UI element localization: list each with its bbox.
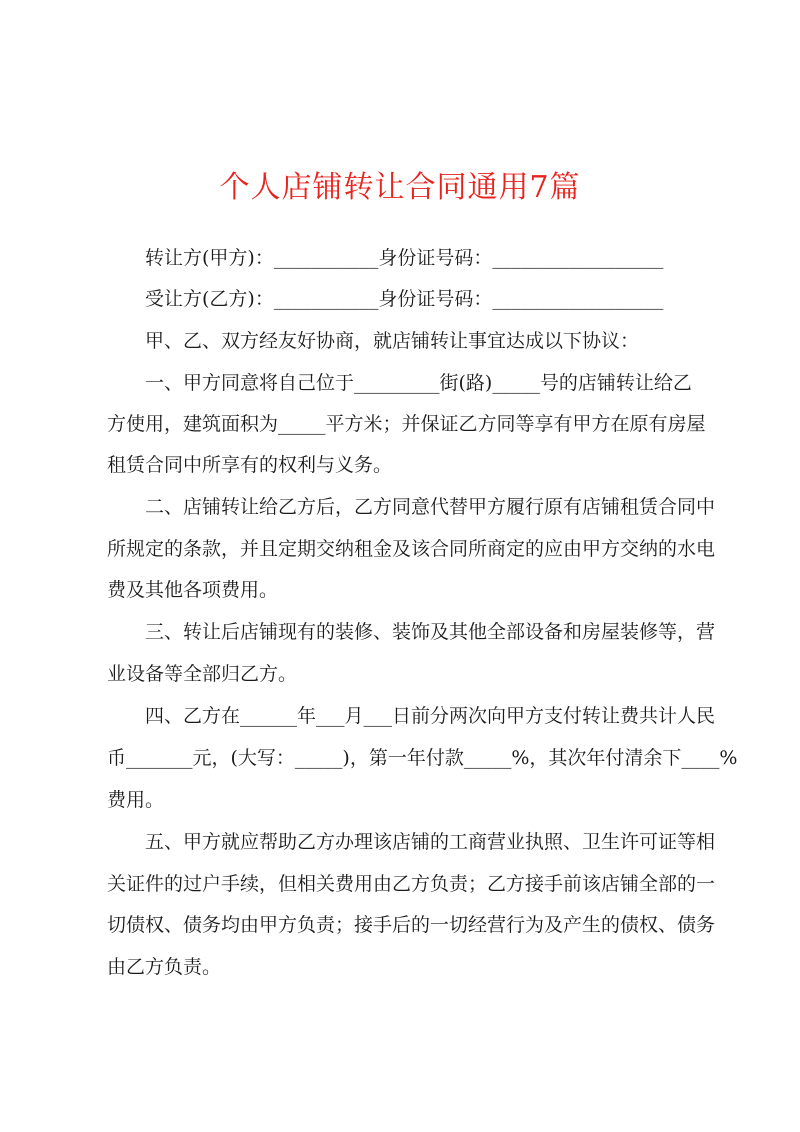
clause-5-line-2: 关证件的过户手续，但相关费用由乙方负责；乙方接手前该店铺全部的一 [107, 873, 716, 895]
clause-3-line-1: 三、转让后店铺现有的装修、装饰及其他全部设备和房屋装修等，营 [145, 621, 716, 643]
clause-2-line-3: 费及其他各项费用。 [107, 579, 279, 601]
party-b-line: 受让方(乙方)：___________身份证号码：__________________ [145, 288, 664, 310]
clause-4-line-3: 费用。 [107, 789, 165, 811]
clause-1-line-1: 一、甲方同意将自己位于_________街(路)_____号的店铺转让给乙 [145, 372, 692, 394]
clause-3-line-2: 业设备等全部归乙方。 [107, 663, 298, 685]
clause-1-line-3: 租赁合同中所享有的权利与义务。 [107, 454, 393, 476]
clause-4-line-2: 币_______元，(大写：_____)，第一年付款_____%，其次年付清余下____% [107, 747, 738, 769]
document-title: 个人店铺转让合同通用7篇 [219, 170, 581, 205]
clause-4-line-1: 四、乙方在______年___月___日前分两次向甲方支付转让费共计人民 [145, 705, 716, 727]
clause-1-line-2: 方使用，建筑面积为_____平方米；并保证乙方同等享有甲方在原有房屋 [107, 413, 706, 435]
clause-5-line-1: 五、甲方就应帮助乙方办理该店铺的工商营业执照、卫生许可证等相 [145, 831, 716, 853]
clause-2-line-2: 所规定的条款，并且定期交纳租金及该合同所商定的应由甲方交纳的水电 [107, 538, 716, 560]
clause-5-line-4: 由乙方负责。 [107, 956, 222, 978]
agreement-intro: 甲、乙、双方经友好协商，就店铺转让事宜达成以下协议： [145, 330, 640, 352]
party-a-line: 转让方(甲方)：___________身份证号码：__________________ [145, 247, 664, 269]
clause-5-line-3: 切债权、债务均由甲方负责；接手后的一切经营行为及产生的债权、债务 [107, 914, 716, 936]
clause-2-line-1: 二、店铺转让给乙方后，乙方同意代替甲方履行原有店铺租赁合同中 [145, 496, 716, 518]
